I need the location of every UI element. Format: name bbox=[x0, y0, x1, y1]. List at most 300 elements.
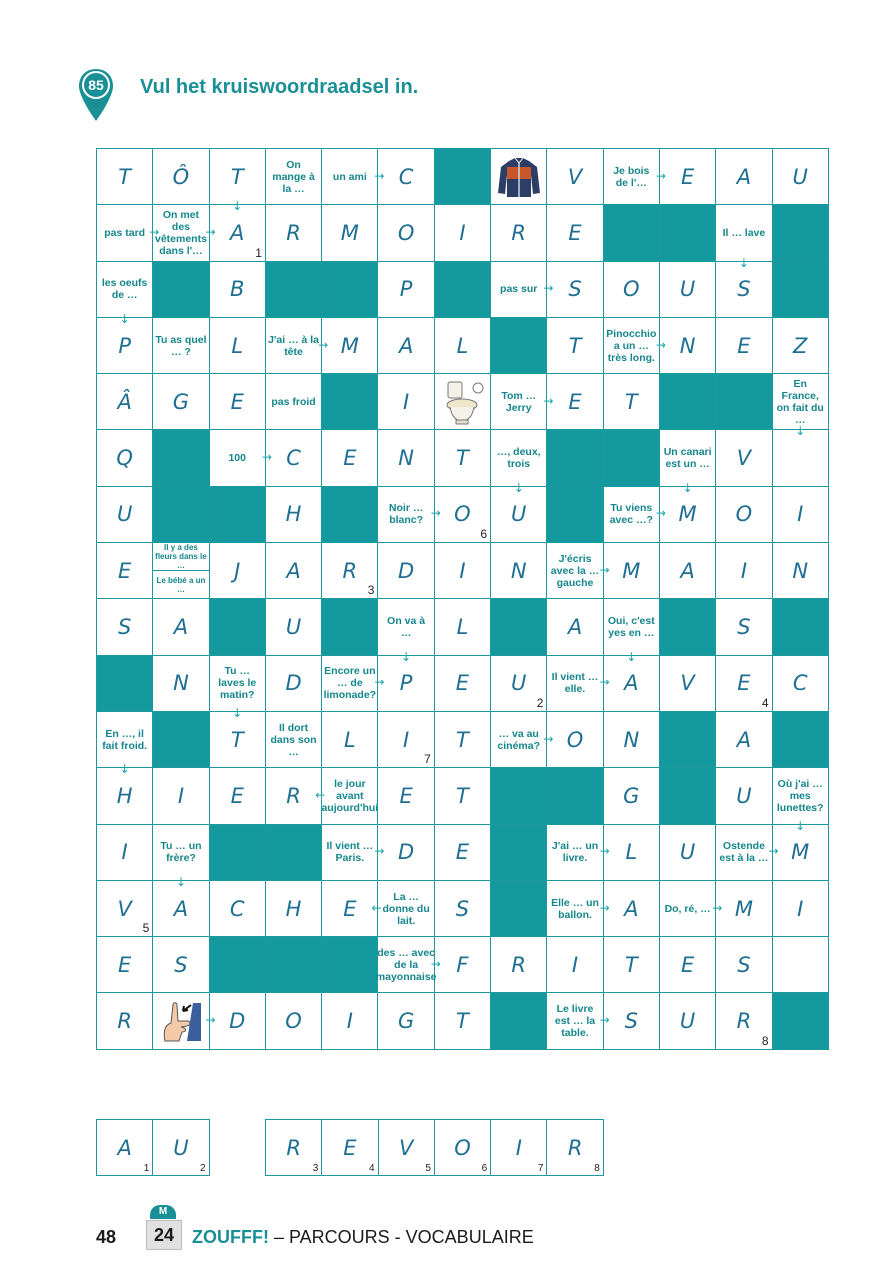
letter: I bbox=[177, 783, 185, 808]
solution-index: 3 bbox=[367, 583, 375, 598]
blocked-cell bbox=[660, 374, 716, 430]
blocked-cell bbox=[322, 599, 378, 655]
letter-cell bbox=[435, 712, 491, 768]
letter: E bbox=[343, 896, 357, 921]
letter: A bbox=[624, 671, 639, 696]
clue-text: un ami bbox=[332, 170, 367, 183]
solution-letter: U bbox=[173, 1135, 189, 1160]
clue-cell bbox=[604, 599, 660, 664]
letter-cell bbox=[322, 318, 378, 374]
letter-cell bbox=[378, 656, 434, 712]
solution-index: 7 bbox=[537, 1163, 544, 1174]
clue-cell bbox=[266, 318, 329, 374]
book-subtitle: – PARCOURS - VOCABULAIRE bbox=[268, 1227, 534, 1247]
toilet-icon bbox=[438, 378, 486, 426]
letter: Ô bbox=[172, 164, 190, 189]
letter: I bbox=[740, 558, 748, 583]
direction-arrow-icon: ↓ bbox=[232, 705, 243, 720]
direction-arrow-icon: ↓ bbox=[401, 649, 412, 664]
letter: J bbox=[234, 558, 241, 583]
letter-cell bbox=[604, 768, 660, 824]
letter-cell bbox=[322, 993, 378, 1049]
letter-cell bbox=[97, 487, 153, 543]
clue-text: …, deux, trois bbox=[496, 446, 541, 471]
page-footer bbox=[96, 1205, 534, 1255]
letter-cell bbox=[773, 318, 829, 374]
letter-cell bbox=[491, 656, 547, 712]
letter-cell bbox=[716, 543, 772, 599]
solution-letter: R bbox=[286, 1135, 301, 1160]
letter-cell bbox=[660, 993, 716, 1049]
letter: T bbox=[230, 164, 244, 189]
letter: E bbox=[343, 446, 357, 471]
letter-cell bbox=[210, 205, 266, 261]
clue-cell bbox=[371, 881, 434, 937]
letter: I bbox=[121, 840, 128, 865]
letter: O bbox=[397, 220, 415, 245]
letter: D bbox=[398, 558, 415, 583]
letter-cell bbox=[435, 599, 491, 655]
letter-cell bbox=[435, 318, 491, 374]
blocked-cell bbox=[435, 262, 491, 318]
letter: E bbox=[118, 952, 132, 977]
solution-index: 2 bbox=[200, 1163, 206, 1174]
letter-cell bbox=[378, 205, 434, 261]
clue-text: les oeufs de … bbox=[101, 277, 148, 302]
solution-index: 3 bbox=[312, 1163, 319, 1174]
clue-cell bbox=[266, 374, 322, 430]
letter-cell bbox=[210, 374, 266, 430]
clue-cell bbox=[773, 374, 829, 439]
letter: N bbox=[173, 671, 189, 696]
letter-cell bbox=[604, 937, 660, 993]
level-badge-top: M bbox=[150, 1205, 176, 1219]
blocked-cell bbox=[660, 205, 716, 261]
letter-cell bbox=[97, 318, 153, 374]
letter: I bbox=[797, 502, 804, 527]
letter-cell bbox=[435, 543, 491, 599]
direction-arrow-icon: ↓ bbox=[738, 255, 749, 270]
letter: E bbox=[455, 840, 470, 865]
letter: A bbox=[736, 727, 752, 752]
direction-arrow-icon: → bbox=[318, 337, 329, 352]
letter-cell bbox=[266, 656, 322, 712]
letter-cell bbox=[491, 205, 547, 261]
letter: N bbox=[510, 558, 527, 583]
letter-cell bbox=[716, 656, 772, 712]
letter-cell bbox=[210, 712, 266, 768]
clue-cell bbox=[604, 318, 666, 374]
direction-arrow-icon: → bbox=[543, 731, 554, 746]
letter: V bbox=[117, 896, 132, 921]
letter: E bbox=[118, 558, 132, 583]
letter: R bbox=[736, 1009, 752, 1034]
direction-arrow-icon: → bbox=[599, 844, 610, 859]
blocked-cell bbox=[773, 205, 829, 261]
clue-text: le jour avant aujourd'hui bbox=[321, 777, 379, 814]
letter-cell bbox=[210, 881, 266, 937]
blocked-cell bbox=[660, 768, 716, 824]
clue-cell bbox=[378, 487, 441, 543]
book-title bbox=[192, 1227, 534, 1248]
solution-cell bbox=[97, 1120, 153, 1176]
letter: Z bbox=[793, 333, 808, 358]
letter-cell bbox=[378, 993, 434, 1049]
clue-text: Oui, c'est yes en … bbox=[607, 615, 655, 640]
finger-icon bbox=[157, 997, 205, 1045]
letter: S bbox=[174, 952, 188, 977]
direction-arrow-icon: ↓ bbox=[119, 311, 130, 326]
clue-text: Ostende est à la … bbox=[719, 840, 769, 865]
letter-cell bbox=[435, 768, 491, 824]
letter-cell bbox=[210, 993, 266, 1049]
letter-cell bbox=[97, 430, 153, 486]
letter: R bbox=[117, 1009, 132, 1034]
empty-cell bbox=[773, 937, 829, 993]
clue-cell bbox=[97, 205, 160, 261]
clue-text: Il vient … Paris. bbox=[326, 840, 374, 865]
letter-cell bbox=[547, 374, 603, 430]
letter: E bbox=[568, 220, 582, 245]
clue-text: En …, il fait froid. bbox=[102, 727, 148, 752]
solution-cell bbox=[547, 1120, 603, 1176]
clue-text: pas froid bbox=[271, 395, 316, 408]
clue-cell bbox=[97, 712, 153, 777]
clue-text: Tu … un frère? bbox=[160, 840, 202, 865]
letter: R bbox=[511, 952, 527, 977]
letter: E bbox=[399, 783, 413, 808]
clue-text: On va à … bbox=[387, 615, 426, 640]
letter: A bbox=[624, 896, 639, 921]
letter: L bbox=[343, 727, 356, 752]
clue-text: Il vient … elle. bbox=[551, 671, 599, 696]
letter: P bbox=[118, 333, 131, 358]
letter: D bbox=[398, 840, 415, 865]
letter-cell bbox=[716, 430, 772, 486]
jacket-icon bbox=[495, 153, 543, 201]
clue-cell bbox=[210, 430, 272, 486]
letter-cell bbox=[378, 768, 434, 824]
letter-cell bbox=[322, 881, 378, 937]
solution-index: 5 bbox=[425, 1163, 431, 1174]
letter-cell bbox=[266, 599, 322, 655]
letter-cell bbox=[97, 937, 153, 993]
direction-arrow-icon: ↓ bbox=[795, 424, 806, 439]
direction-arrow-icon: ← bbox=[315, 787, 326, 802]
letter: M bbox=[734, 896, 753, 921]
letter: I bbox=[459, 220, 466, 245]
solution-cell bbox=[153, 1120, 209, 1176]
exercise-title: Vul het kruiswoordraadsel in. bbox=[140, 76, 419, 98]
blocked-cell bbox=[547, 487, 603, 543]
letter-cell bbox=[210, 262, 266, 318]
letter-cell bbox=[716, 149, 772, 205]
letter-cell bbox=[660, 262, 716, 318]
solution-letter: V bbox=[399, 1135, 414, 1160]
blocked-cell bbox=[547, 430, 603, 486]
letter-cell bbox=[491, 543, 547, 599]
letter-cell bbox=[716, 993, 772, 1049]
clue-text: J'ai … à la tête bbox=[268, 333, 320, 358]
letter-cell bbox=[547, 318, 603, 374]
solution-cell bbox=[322, 1120, 378, 1176]
letter: Q bbox=[116, 446, 133, 471]
clue-text: Le livre est … la table. bbox=[554, 1003, 596, 1040]
letter: E bbox=[680, 952, 695, 977]
letter: T bbox=[456, 727, 469, 752]
letter-cell bbox=[322, 205, 378, 261]
solution-cell bbox=[266, 1120, 322, 1176]
blocked-cell bbox=[547, 768, 603, 824]
direction-arrow-icon: ↓ bbox=[682, 480, 693, 495]
letter-cell bbox=[660, 318, 716, 374]
letter-cell bbox=[660, 937, 716, 993]
solution-index: 8 bbox=[594, 1163, 600, 1174]
blocked-cell bbox=[153, 487, 209, 543]
letter-cell bbox=[322, 543, 378, 599]
clue-text: J'ai … un livre. bbox=[551, 840, 599, 865]
exercise-number-pin-icon bbox=[78, 67, 114, 123]
letter: F bbox=[456, 952, 469, 977]
letter: S bbox=[624, 1009, 638, 1034]
direction-arrow-icon: → bbox=[205, 1013, 216, 1028]
letter-cell bbox=[266, 430, 322, 486]
letter: S bbox=[568, 277, 582, 302]
direction-arrow-icon: → bbox=[655, 506, 666, 521]
clue-cell bbox=[716, 825, 779, 881]
clue-text: On mange à la … bbox=[272, 158, 315, 195]
letter-cell bbox=[378, 543, 434, 599]
letter: T bbox=[230, 727, 244, 752]
letter-cell bbox=[547, 262, 603, 318]
letter: E bbox=[680, 164, 695, 189]
letter: M bbox=[678, 502, 697, 527]
clue-text: pas tard bbox=[104, 226, 146, 239]
letter-cell bbox=[210, 149, 266, 214]
solution-cell bbox=[491, 1120, 547, 1176]
letter-cell bbox=[491, 937, 547, 993]
letter-cell bbox=[322, 430, 378, 486]
clue-cell bbox=[491, 262, 554, 318]
letter-cell bbox=[547, 712, 603, 768]
blocked-cell bbox=[491, 825, 547, 881]
letter: A bbox=[736, 164, 752, 189]
letter: E bbox=[737, 671, 751, 696]
clue-text: Il y a des fleurs dans le … bbox=[155, 543, 207, 571]
clue-text: … va au cinéma? bbox=[497, 727, 541, 752]
letter: E bbox=[230, 783, 244, 808]
blocked-cell bbox=[266, 262, 322, 318]
blocked-cell bbox=[660, 599, 716, 655]
letter-cell bbox=[153, 599, 209, 655]
letter-cell bbox=[547, 149, 603, 205]
direction-arrow-icon: → bbox=[205, 224, 216, 239]
picture-clue-cell bbox=[491, 149, 547, 205]
direction-arrow-icon: → bbox=[430, 956, 441, 971]
direction-arrow-icon: → bbox=[599, 1013, 610, 1028]
clue-cell bbox=[322, 825, 385, 881]
clue-text: Tu … laves le matin? bbox=[218, 665, 257, 702]
clue-text: Noir … blanc? bbox=[388, 502, 424, 527]
letter-cell bbox=[716, 599, 772, 655]
clue-text: pas sur bbox=[500, 283, 538, 296]
letter-cell bbox=[378, 318, 434, 374]
blocked-cell bbox=[773, 599, 829, 655]
letter-cell bbox=[716, 318, 772, 374]
clue-cell bbox=[375, 937, 441, 993]
solution-letter: A bbox=[117, 1135, 132, 1160]
clue-cell bbox=[716, 205, 772, 270]
direction-arrow-icon: → bbox=[655, 168, 666, 183]
clue-text: Je bois de l'… bbox=[613, 164, 650, 189]
clue-text: Le bébé a un … bbox=[156, 575, 206, 594]
letter: N bbox=[792, 558, 809, 583]
letter-cell bbox=[97, 149, 153, 205]
letter: V bbox=[736, 446, 752, 471]
letter-cell bbox=[773, 543, 829, 599]
letter: G bbox=[397, 1009, 415, 1034]
direction-arrow-icon: → bbox=[430, 506, 441, 521]
letter: U bbox=[285, 615, 302, 640]
letter: U bbox=[679, 840, 696, 865]
letter: M bbox=[340, 333, 359, 358]
clue-text: On met des vêtements dans l'… bbox=[154, 208, 207, 257]
letter: C bbox=[792, 671, 808, 696]
clue-text: Il … lave bbox=[722, 226, 766, 239]
clue-text: des … avec de la mayonnaise bbox=[375, 946, 437, 983]
letter: Â bbox=[117, 389, 132, 414]
blocked-cell bbox=[491, 318, 547, 374]
letter: E bbox=[737, 333, 751, 358]
letter: L bbox=[231, 333, 244, 358]
clue-text: En France, on fait du … bbox=[776, 377, 824, 426]
letter: H bbox=[285, 502, 302, 527]
blocked-cell bbox=[604, 205, 660, 261]
letter-cell bbox=[266, 993, 322, 1049]
letter-cell bbox=[435, 993, 491, 1049]
solution-letter: R bbox=[567, 1135, 583, 1160]
direction-arrow-icon: → bbox=[599, 562, 610, 577]
letter: P bbox=[399, 277, 413, 302]
solution-cell bbox=[435, 1120, 491, 1176]
blocked-cell bbox=[153, 430, 209, 486]
exercise-number: 85 bbox=[88, 77, 104, 93]
letter-cell bbox=[153, 881, 209, 937]
letter-cell bbox=[378, 262, 434, 318]
letter: N bbox=[623, 727, 640, 752]
direction-arrow-icon: ↓ bbox=[795, 818, 806, 833]
clue-cell bbox=[773, 768, 829, 833]
letter-cell bbox=[604, 262, 660, 318]
letter: U bbox=[736, 783, 752, 808]
letter: T bbox=[624, 389, 638, 414]
clue-cell bbox=[547, 993, 610, 1049]
letter: A bbox=[230, 220, 245, 245]
letter-cell bbox=[153, 149, 209, 205]
clue-text: Un canari est un … bbox=[663, 446, 712, 471]
letter: L bbox=[625, 840, 638, 865]
direction-arrow-icon: → bbox=[768, 844, 779, 859]
letter: I bbox=[403, 389, 410, 414]
solution-index: 1 bbox=[143, 1163, 150, 1174]
clue-cell bbox=[153, 825, 209, 889]
letter-cell bbox=[266, 881, 322, 937]
blocked-cell bbox=[491, 599, 547, 655]
clue-cell bbox=[210, 656, 266, 720]
letter-cell bbox=[435, 825, 491, 881]
brand-name: ZOUFFF! bbox=[192, 1227, 269, 1247]
letter: H bbox=[116, 783, 133, 808]
letter: C bbox=[229, 896, 245, 921]
clue-cell bbox=[378, 599, 434, 664]
clue-text: Il dort dans son … bbox=[270, 721, 317, 758]
clue-text: 100 bbox=[228, 452, 246, 465]
clue-cell bbox=[604, 149, 666, 205]
blocked-cell bbox=[491, 768, 547, 824]
letter-cell bbox=[716, 768, 772, 824]
letter-cell bbox=[716, 712, 772, 768]
solution-index: 1 bbox=[255, 245, 262, 260]
letter: O bbox=[454, 502, 471, 527]
clue-cell bbox=[547, 656, 610, 712]
blocked-cell bbox=[435, 149, 491, 205]
letter-cell bbox=[491, 487, 547, 543]
clue-cell bbox=[153, 205, 216, 261]
letter: U bbox=[679, 1009, 696, 1034]
letter-cell bbox=[660, 543, 716, 599]
letter-cell bbox=[604, 543, 660, 599]
solution-letter: E bbox=[343, 1135, 357, 1160]
letter-cell bbox=[378, 430, 434, 486]
clue-text: Tom … Jerry bbox=[501, 389, 537, 414]
solution-letter: I bbox=[515, 1135, 522, 1160]
letter-cell bbox=[716, 937, 772, 993]
letter: C bbox=[398, 164, 414, 189]
letter-cell bbox=[435, 430, 491, 486]
letter-cell bbox=[378, 374, 434, 430]
letter-cell bbox=[97, 374, 153, 430]
double-clue-cell bbox=[153, 543, 209, 599]
clue-cell bbox=[660, 430, 716, 495]
blocked-cell bbox=[210, 937, 266, 993]
blocked-cell bbox=[491, 881, 547, 937]
clue-cell bbox=[266, 149, 322, 205]
letter-cell bbox=[435, 205, 491, 261]
clue-text: Encore un … de limonade? bbox=[323, 665, 377, 702]
direction-arrow-icon: → bbox=[261, 450, 272, 465]
page-number: 48 bbox=[96, 1227, 117, 1247]
blocked-cell bbox=[322, 262, 378, 318]
direction-arrow-icon: → bbox=[374, 675, 385, 690]
clue-cell bbox=[315, 768, 379, 824]
letter: U bbox=[792, 164, 808, 189]
clue-text: Elle … un ballon. bbox=[551, 896, 599, 921]
letter: V bbox=[680, 671, 695, 696]
letter: D bbox=[285, 671, 302, 696]
letter-cell bbox=[266, 487, 322, 543]
solution-word-2 bbox=[265, 1119, 604, 1176]
blocked-cell bbox=[491, 993, 547, 1049]
solution-cell bbox=[379, 1120, 435, 1176]
blocked-cell bbox=[153, 712, 209, 768]
solution-index: 7 bbox=[424, 752, 431, 767]
direction-arrow-icon: → bbox=[655, 337, 666, 352]
direction-arrow-icon: → bbox=[374, 168, 385, 183]
clue-cell bbox=[547, 881, 610, 937]
letter: O bbox=[285, 1009, 302, 1034]
letter: S bbox=[117, 615, 132, 640]
letter: I bbox=[571, 952, 579, 977]
